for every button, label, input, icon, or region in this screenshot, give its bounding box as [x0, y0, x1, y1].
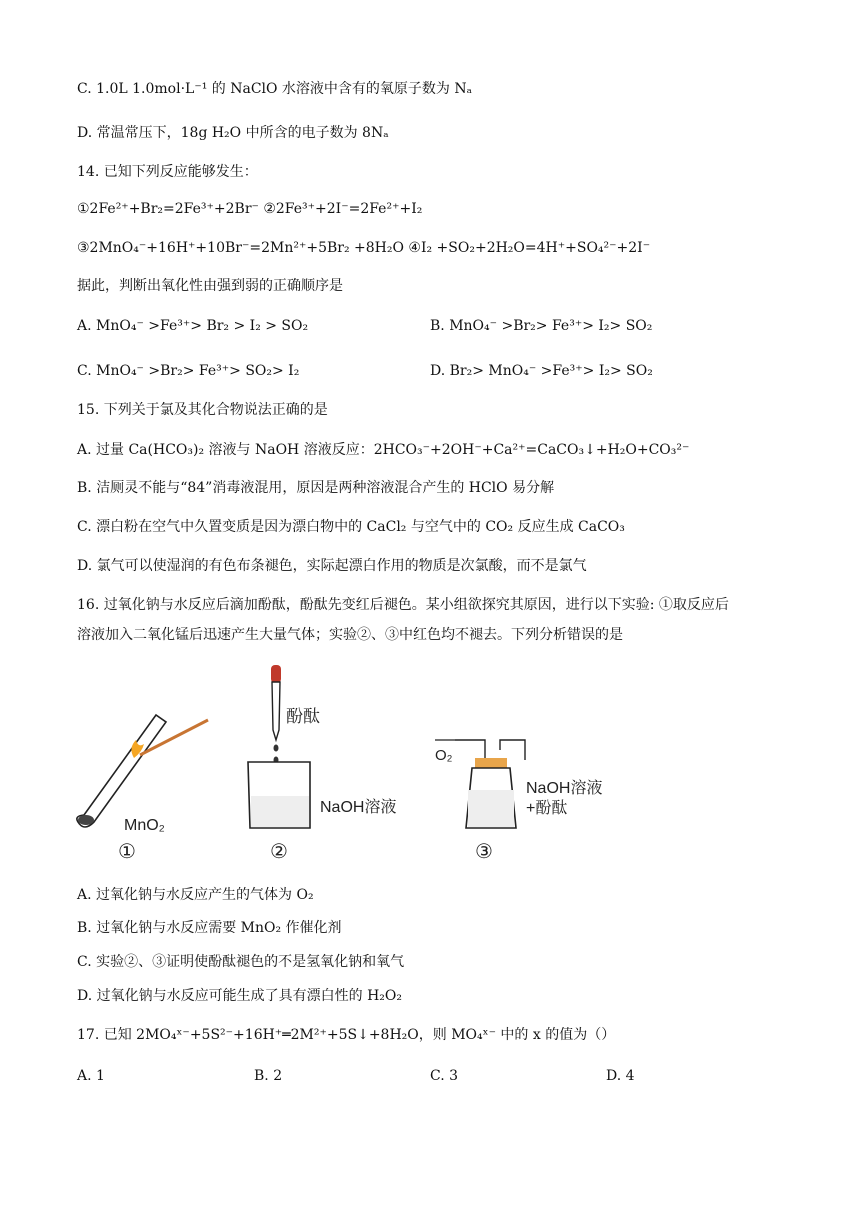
- q15-option-d: D. 氯气可以使湿润的有色布条褪色，实际起漂白作用的物质是次氯酸，而不是氯气: [77, 558, 587, 574]
- q15-stem: 15. 下列关于氯及其化合物说法正确的是: [77, 402, 328, 418]
- q14-stem: 14. 已知下列反应能够发生：: [77, 164, 258, 180]
- q17-option-a: A. 1: [77, 1068, 105, 1084]
- test-tube-apparatus: [77, 715, 208, 863]
- beaker-apparatus: [248, 665, 396, 863]
- q16-option-d: D. 过氧化钠与水反应可能生成了具有漂白性的 H₂O₂: [77, 988, 402, 1004]
- figure-1-label: MnO₂: [124, 817, 165, 834]
- q17-option-b: B. 2: [254, 1068, 283, 1084]
- figure-3-number: ③: [475, 839, 493, 863]
- experiment-figure: [70, 660, 630, 870]
- q14-option-b: B. MnO₄⁻ >Br₂> Fe³⁺> I₂> SO₂: [430, 318, 653, 334]
- q13-option-c: C. 1.0L 1.0mol·L⁻¹ 的 NaClO 水溶液中含有的氧原子数为 Nₐ: [77, 81, 473, 97]
- q14-question: 据此，判断出氧化性由强到弱的正确顺序是: [77, 278, 343, 294]
- q15-option-b: B. 洁厕灵不能与“84”消毒液混用，原因是两种溶液混合产生的 HClO 易分解: [77, 480, 555, 496]
- figure-3-solution-label-1: NaOH溶液: [526, 780, 603, 797]
- q16-stem-line-1: 16. 过氧化钠与水反应后滴加酚酞，酚酞先变红后褪色。某小组欲探究其原因，进行以下实验: ①取反应后: [77, 597, 729, 613]
- gas-bottle-apparatus: [435, 740, 602, 863]
- q16-stem-line-2: 溶液加入二氧化锰后迅速产生大量气体；实验②、③中红色均不褪去。下列分析错误的是: [77, 627, 623, 643]
- figure-3-solution-label-2: +酚酞: [526, 800, 568, 817]
- figure-1-number: ①: [118, 839, 136, 863]
- q14-option-a: A. MnO₄⁻ >Fe³⁺> Br₂ > I₂ > SO₂: [77, 318, 309, 334]
- q15-option-c: C. 漂白粉在空气中久置变质是因为漂白物中的 CaCl₂ 与空气中的 CO₂ 反应生成 CaCO₃: [77, 519, 625, 535]
- q13-option-d: D. 常温常压下，18g H₂O 中所含的电子数为 8Nₐ: [77, 125, 389, 141]
- q16-option-c: C. 实验②、③证明使酚酞褪色的不是氢氧化钠和氧气: [77, 954, 405, 970]
- q14-option-d: D. Br₂> MnO₄⁻ >Fe³⁺> I₂> SO₂: [430, 363, 653, 379]
- q16-option-a: A. 过氧化钠与水反应产生的气体为 O₂: [77, 887, 314, 903]
- q16-option-b: B. 过氧化钠与水反应需要 MnO₂ 作催化剂: [77, 920, 342, 936]
- q15-option-a: A. 过量 Ca(HCO₃)₂ 溶液与 NaOH 溶液反应：2HCO₃⁻+2OH⁻+Ca²⁺=CaCO₃↓+H₂O+CO₃²⁻: [77, 442, 690, 458]
- figure-2-number: ②: [270, 839, 288, 863]
- figure-2-beaker-label: NaOH溶液: [320, 799, 397, 816]
- q17-option-d: D. 4: [606, 1068, 635, 1084]
- q14-reactions-1: ①2Fe²⁺+Br₂=2Fe³⁺+2Br⁻ ②2Fe³⁺+2I⁻=2Fe²⁺+I₂: [77, 201, 423, 217]
- q14-option-c: C. MnO₄⁻ >Br₂> Fe³⁺> SO₂> I₂: [77, 363, 300, 379]
- figure-3-gas-label: O₂: [435, 747, 453, 764]
- q17-stem: 17. 已知 2MO₄ˣ⁻+5S²⁻+16H⁺═2M²⁺+5S↓+8H₂O，则 MO₄ˣ⁻ 中的 x 的值为（）: [77, 1027, 616, 1043]
- q17-option-c: C. 3: [430, 1068, 459, 1084]
- q14-reactions-2: ③2MnO₄⁻+16H⁺+10Br⁻=2Mn²⁺+5Br₂ +8H₂O ④I₂ +SO₂+2H₂O=4H⁺+SO₄²⁻+2I⁻: [77, 240, 651, 256]
- figure-2-dropper-label: 酚酞: [286, 707, 320, 727]
